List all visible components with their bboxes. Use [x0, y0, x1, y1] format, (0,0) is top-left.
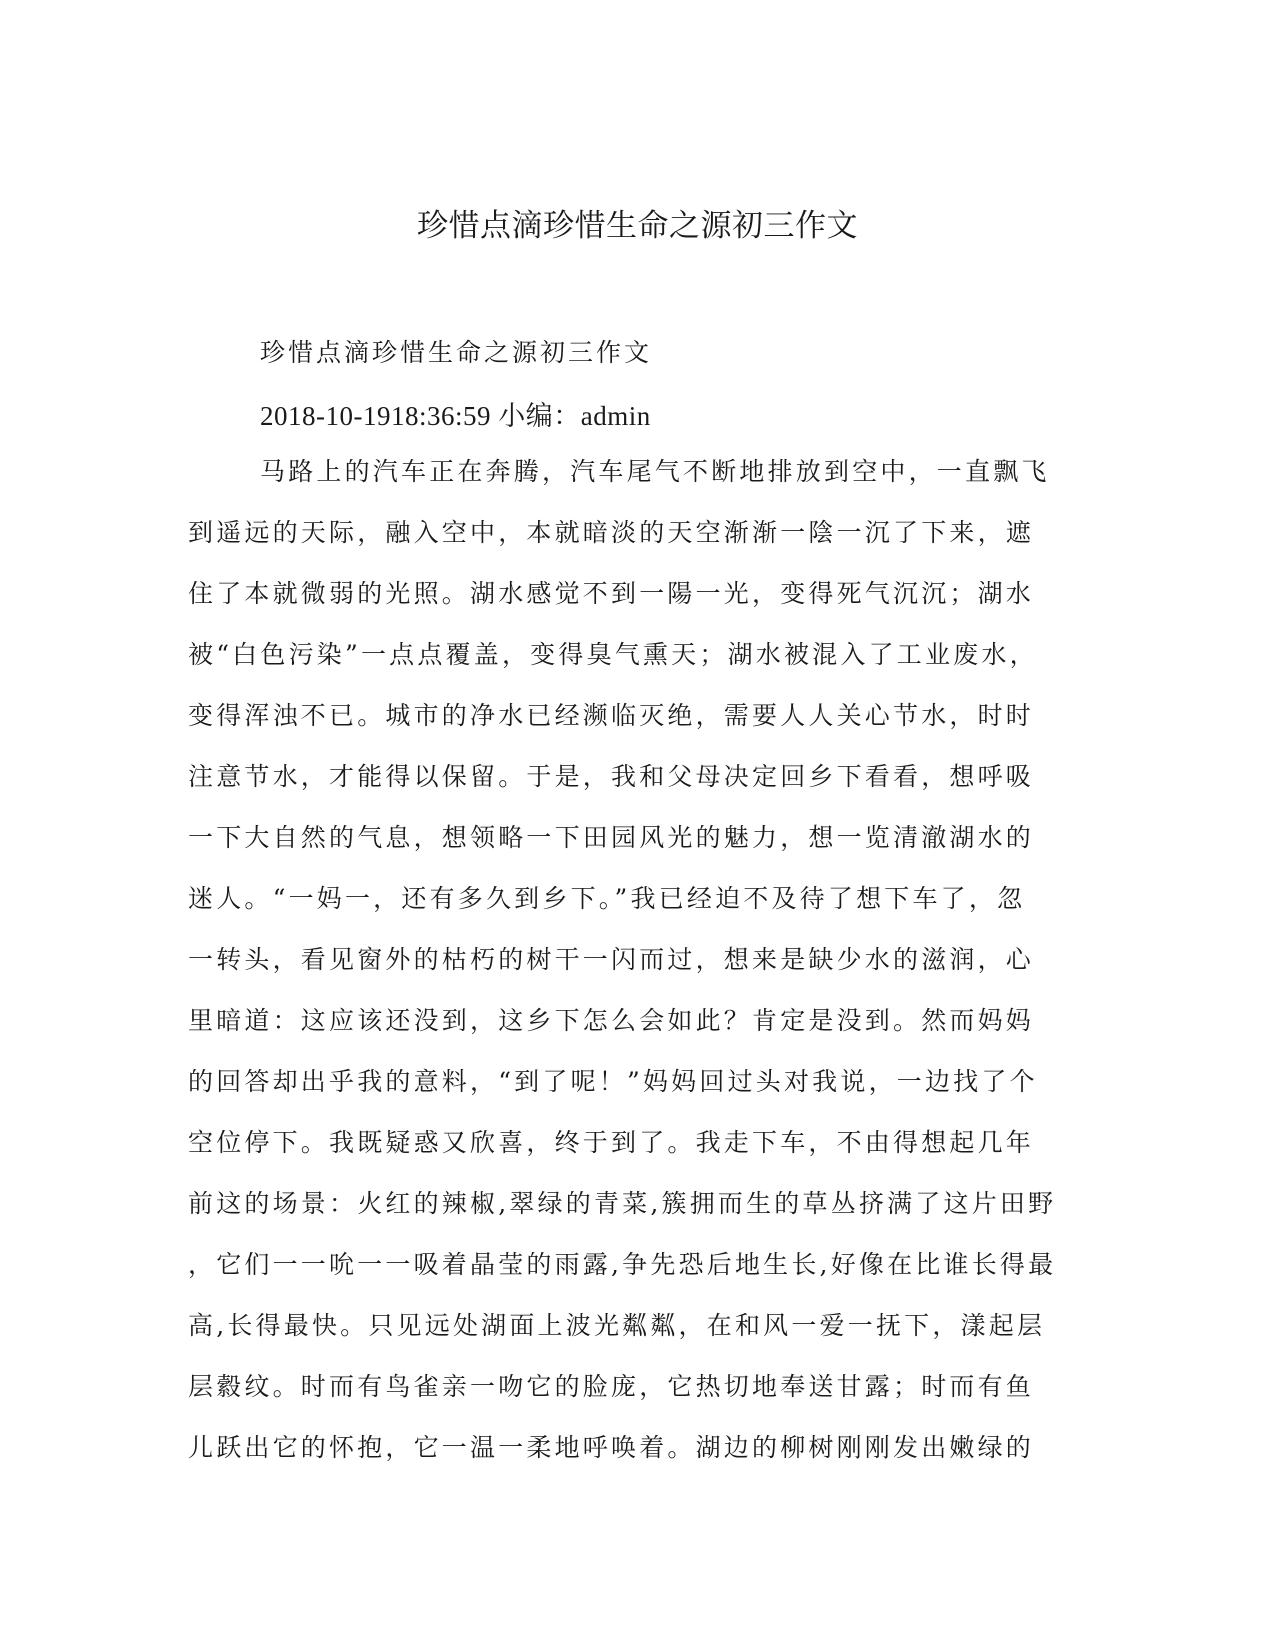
body-line: 儿跃出它的怀抱，它一温一柔地呼唤着。湖边的柳树刚刚发出嫩绿的: [188, 1433, 1035, 1462]
body-line: 的回答却出乎我的意料，“到了呢！”妈妈回过头对我说，一边找了个: [188, 1067, 1038, 1096]
body-line: 到遥远的天际，融入空中，本就暗淡的天空渐渐一陰一沉了下来，遮: [188, 518, 1035, 547]
body-line: 里暗道：这应该还没到，这乡下怎么会如此？肯定是没到。然而妈妈: [188, 1006, 1035, 1035]
body-line: 一下大自然的气息，想领略一下田园风光的魅力，想一览清澈湖水的: [188, 823, 1035, 852]
body-line: 空位停下。我既疑惑又欣喜，终于到了。我走下车，不由得想起几年: [188, 1128, 1035, 1157]
body-line: 一转头，看见窗外的枯朽的树干一闪而过，想来是缺少水的滋润，心: [188, 945, 1035, 974]
document-title: 珍惜点滴珍惜生命之源初三作文: [417, 208, 858, 244]
body-line: 迷人。“一妈一，还有多久到乡下。”我已经迫不及待了想下车了，忽: [188, 884, 1026, 913]
body-line: 被“白色污染”一点点覆盖，变得臭气熏天；湖水被混入了工业废水，: [188, 640, 1038, 669]
body-line: 高,长得最快。只见远处湖面上波光粼粼，在和风一爱一抚下，漾起层: [188, 1311, 1046, 1340]
body-line: 注意节水，才能得以保留。于是，我和父母决定回乡下看看，想呼吸: [188, 762, 1035, 791]
body-line: 前这的场景：火红的辣椒,翠绿的青菜,簇拥而生的草丛挤满了这片田野: [188, 1189, 1057, 1218]
body-line: 变得浑浊不已。城市的净水已经濒临灭绝，需要人人关心节水，时时: [188, 701, 1035, 730]
article-dateline: 2018-10-1918:36:59 小编：admin: [260, 401, 651, 431]
body-line: 马路上的汽车正在奔腾，汽车尾气不断地排放到空中，一直飘飞: [260, 457, 1050, 486]
body-line: 层縠纹。时而有鸟雀亲一吻它的脸庞，它热切地奉送甘露；时而有鱼: [188, 1372, 1035, 1401]
body-line: ，它们一一吮一一吸着晶莹的雨露,争先恐后地生长,好像在比谁长得最: [188, 1250, 1057, 1279]
body-line: 住了本就微弱的光照。湖水感觉不到一陽一光，变得死气沉沉；湖水: [188, 579, 1035, 608]
article-subtitle: 珍惜点滴珍惜生命之源初三作文: [260, 338, 653, 367]
article-body: [188, 458, 1068, 1495]
